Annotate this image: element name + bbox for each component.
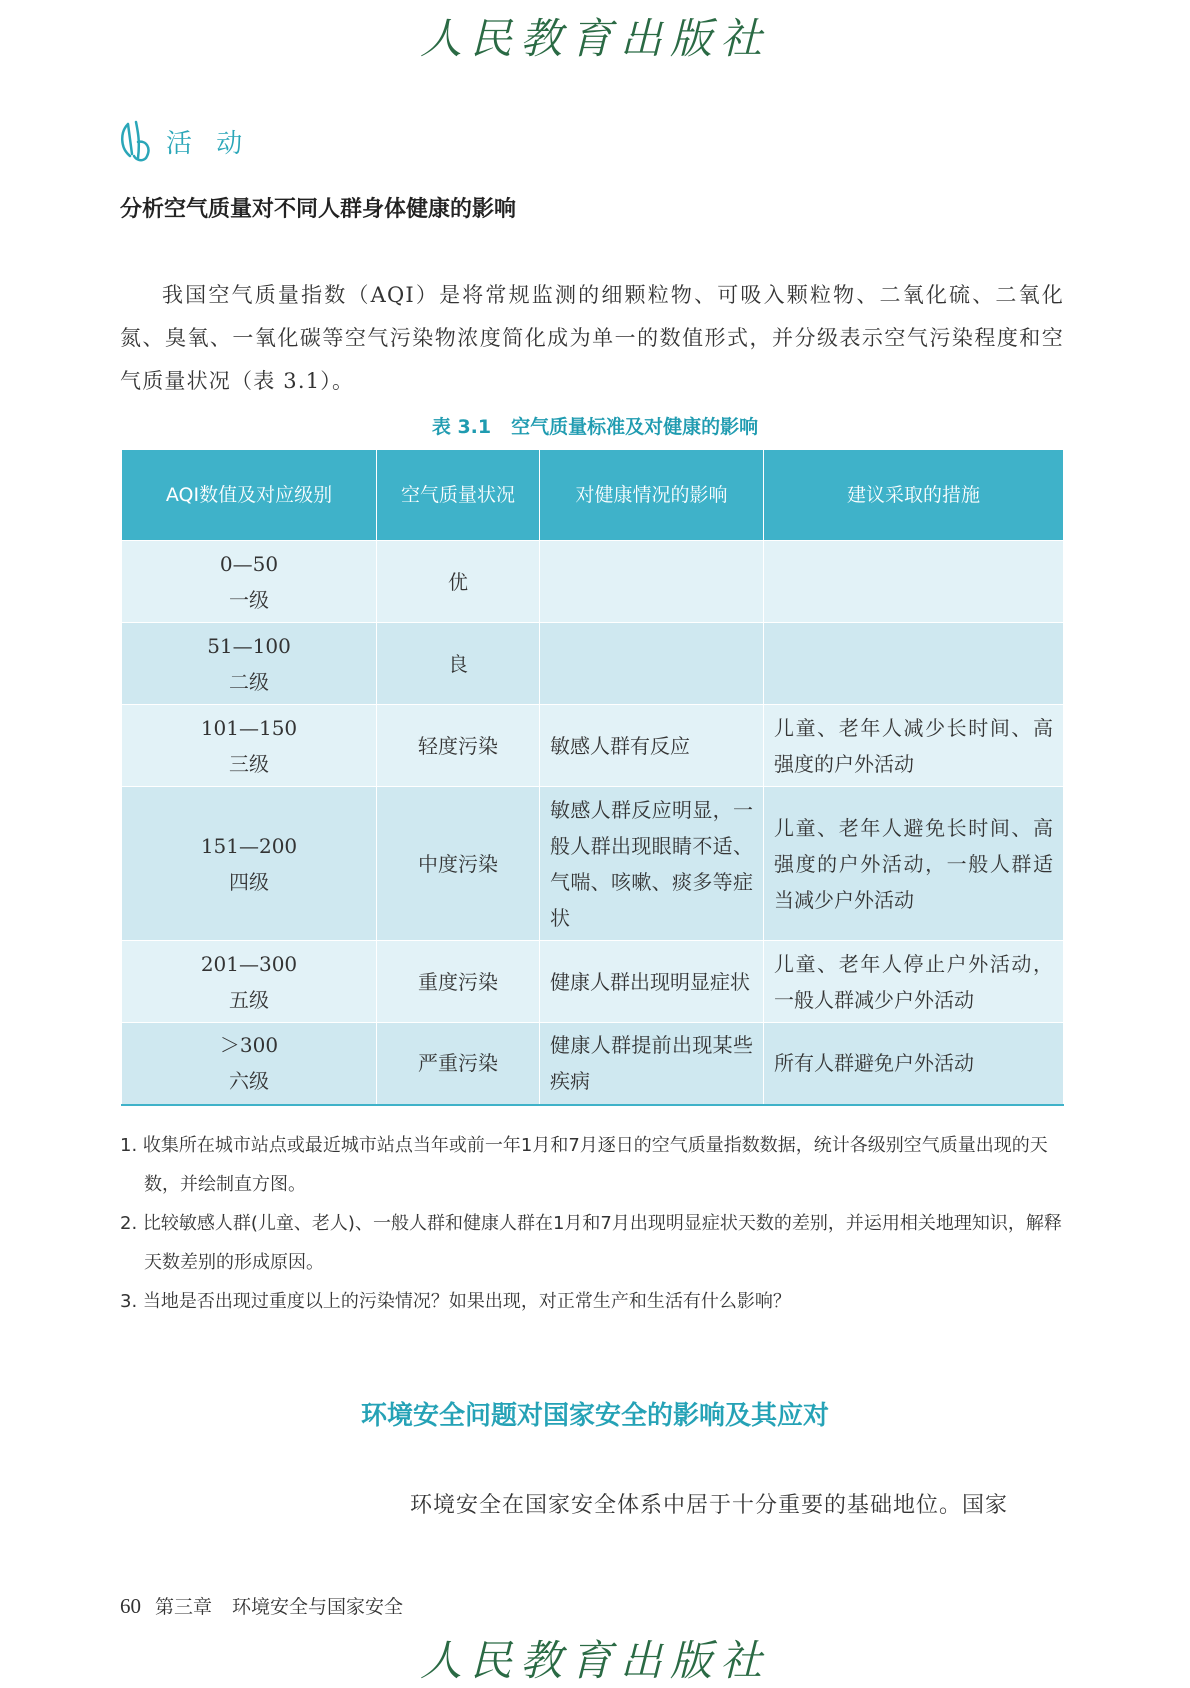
task-item: 1. 收集所在城市站点或最近城市站点当年或前一年1月和7月逐日的空气质量指数数据，统计各级别空气质量出现的天数，并绘制直方图。 [120,1135,1048,1195]
activity-tasks [120,1126,1064,1321]
measure-cell: 儿童、老年人减少长时间、高强度的户外活动 [764,705,1064,787]
activity-badge [118,118,250,164]
effect-cell [540,623,764,705]
measure-cell: 儿童、老年人避免长时间、高强度的户外活动，一般人群适当减少户外活动 [764,787,1064,941]
header-aqi-level: AQI数值及对应级别 [122,450,377,541]
quality-cell: 良 [377,623,540,705]
quality-cell: 轻度污染 [377,705,540,787]
effect-cell: 敏感人群有反应 [540,705,764,787]
publisher-logo-bottom: 人民教育出版社 [419,1636,770,1685]
aqi-level-cell [122,1023,377,1105]
page-number: 60 [120,1594,141,1618]
chapter-title: 环境安全与国家安全 [232,1597,404,1618]
effect-cell: 健康人群出现明显症状 [540,941,764,1023]
measure-cell [764,541,1064,623]
measure-cell [764,623,1064,705]
aqi-level: 三级 [229,751,269,776]
aqi-range: 151—200 [200,833,298,858]
publisher-logo-top: 人民教育出版社 [419,14,770,63]
table-row [122,941,1064,1023]
aqi-level: 四级 [229,869,269,894]
table-row [122,541,1064,623]
table-row [122,787,1064,941]
table-row [122,705,1064,787]
table-caption [0,412,1190,439]
aqi-level-cell [122,941,377,1023]
aqi-level: 六级 [229,1069,269,1094]
chapter-label: 第三章 [155,1597,213,1618]
aqi-table [121,450,1064,1106]
activity-label: 活 动 [166,128,251,159]
aqi-level-cell [122,541,377,623]
aqi-level-cell [122,623,377,705]
aqi-range: 51—100 [207,633,291,658]
aqi-range: 0—50 [219,551,279,576]
aqi-range: 201—300 [200,951,298,976]
effect-cell: 敏感人群反应明显，一般人群出现眼睛不适、气喘、咳嗽、痰多等症状 [540,787,764,941]
aqi-range: ＞300 [219,1033,279,1058]
section-title: 环境安全问题对国家安全的影响及其应对 [360,1401,829,1431]
table-title: 空气质量标准及对健康的影响 [511,416,759,438]
task-item: 3. 当地是否出现过重度以上的污染情况？如果出现，对正常生产和生活有什么影响？ [120,1291,791,1312]
body-paragraph: 环境安全在国家安全体系中居于十分重要的基础地位。国家 [410,1493,1009,1518]
table-header-row [122,450,1064,541]
aqi-level: 一级 [229,587,269,612]
header-quality: 空气质量状况 [377,450,540,541]
measure-cell: 所有人群避免户外活动 [764,1023,1064,1105]
aqi-level: 五级 [229,987,269,1012]
effect-cell: 健康人群提前出现某些疾病 [540,1023,764,1105]
effect-cell [540,541,764,623]
table-number: 表 3.1 [431,416,492,438]
header-measure: 建议采取的措施 [764,450,1064,541]
table-row [122,623,1064,705]
intro-paragraph: 我国空气质量指数（AQI）是将常规监测的细颗粒物、可吸入颗粒物、二氧化硫、二氧化氮、臭氧、一氧化碳等空气污染物浓度简化成为单一的数值形式，并分级表示空气污染程度和空气质量状况（表 3.1）。 [120,283,1064,393]
aqi-level-cell [122,787,377,941]
measure-cell: 儿童、老年人停止户外活动，一般人群减少户外活动 [764,941,1064,1023]
quality-cell: 优 [377,541,540,623]
activity-icon [118,118,156,164]
quality-cell: 重度污染 [377,941,540,1023]
activity-heading: 分析空气质量对不同人群身体健康的影响 [120,197,517,222]
quality-cell: 中度污染 [377,787,540,941]
aqi-range: 101—150 [200,715,298,740]
aqi-level-cell [122,705,377,787]
page-footer [120,1592,403,1619]
quality-cell: 严重污染 [377,1023,540,1105]
aqi-level: 二级 [229,669,269,694]
task-item: 2. 比较敏感人群(儿童、老人)、一般人群和健康人群在1月和7月出现明显症状天数的差别，并运用相关地理知识，解释天数差别的形成原因。 [120,1213,1062,1273]
header-health-effect: 对健康情况的影响 [540,450,764,541]
table-row [122,1023,1064,1105]
